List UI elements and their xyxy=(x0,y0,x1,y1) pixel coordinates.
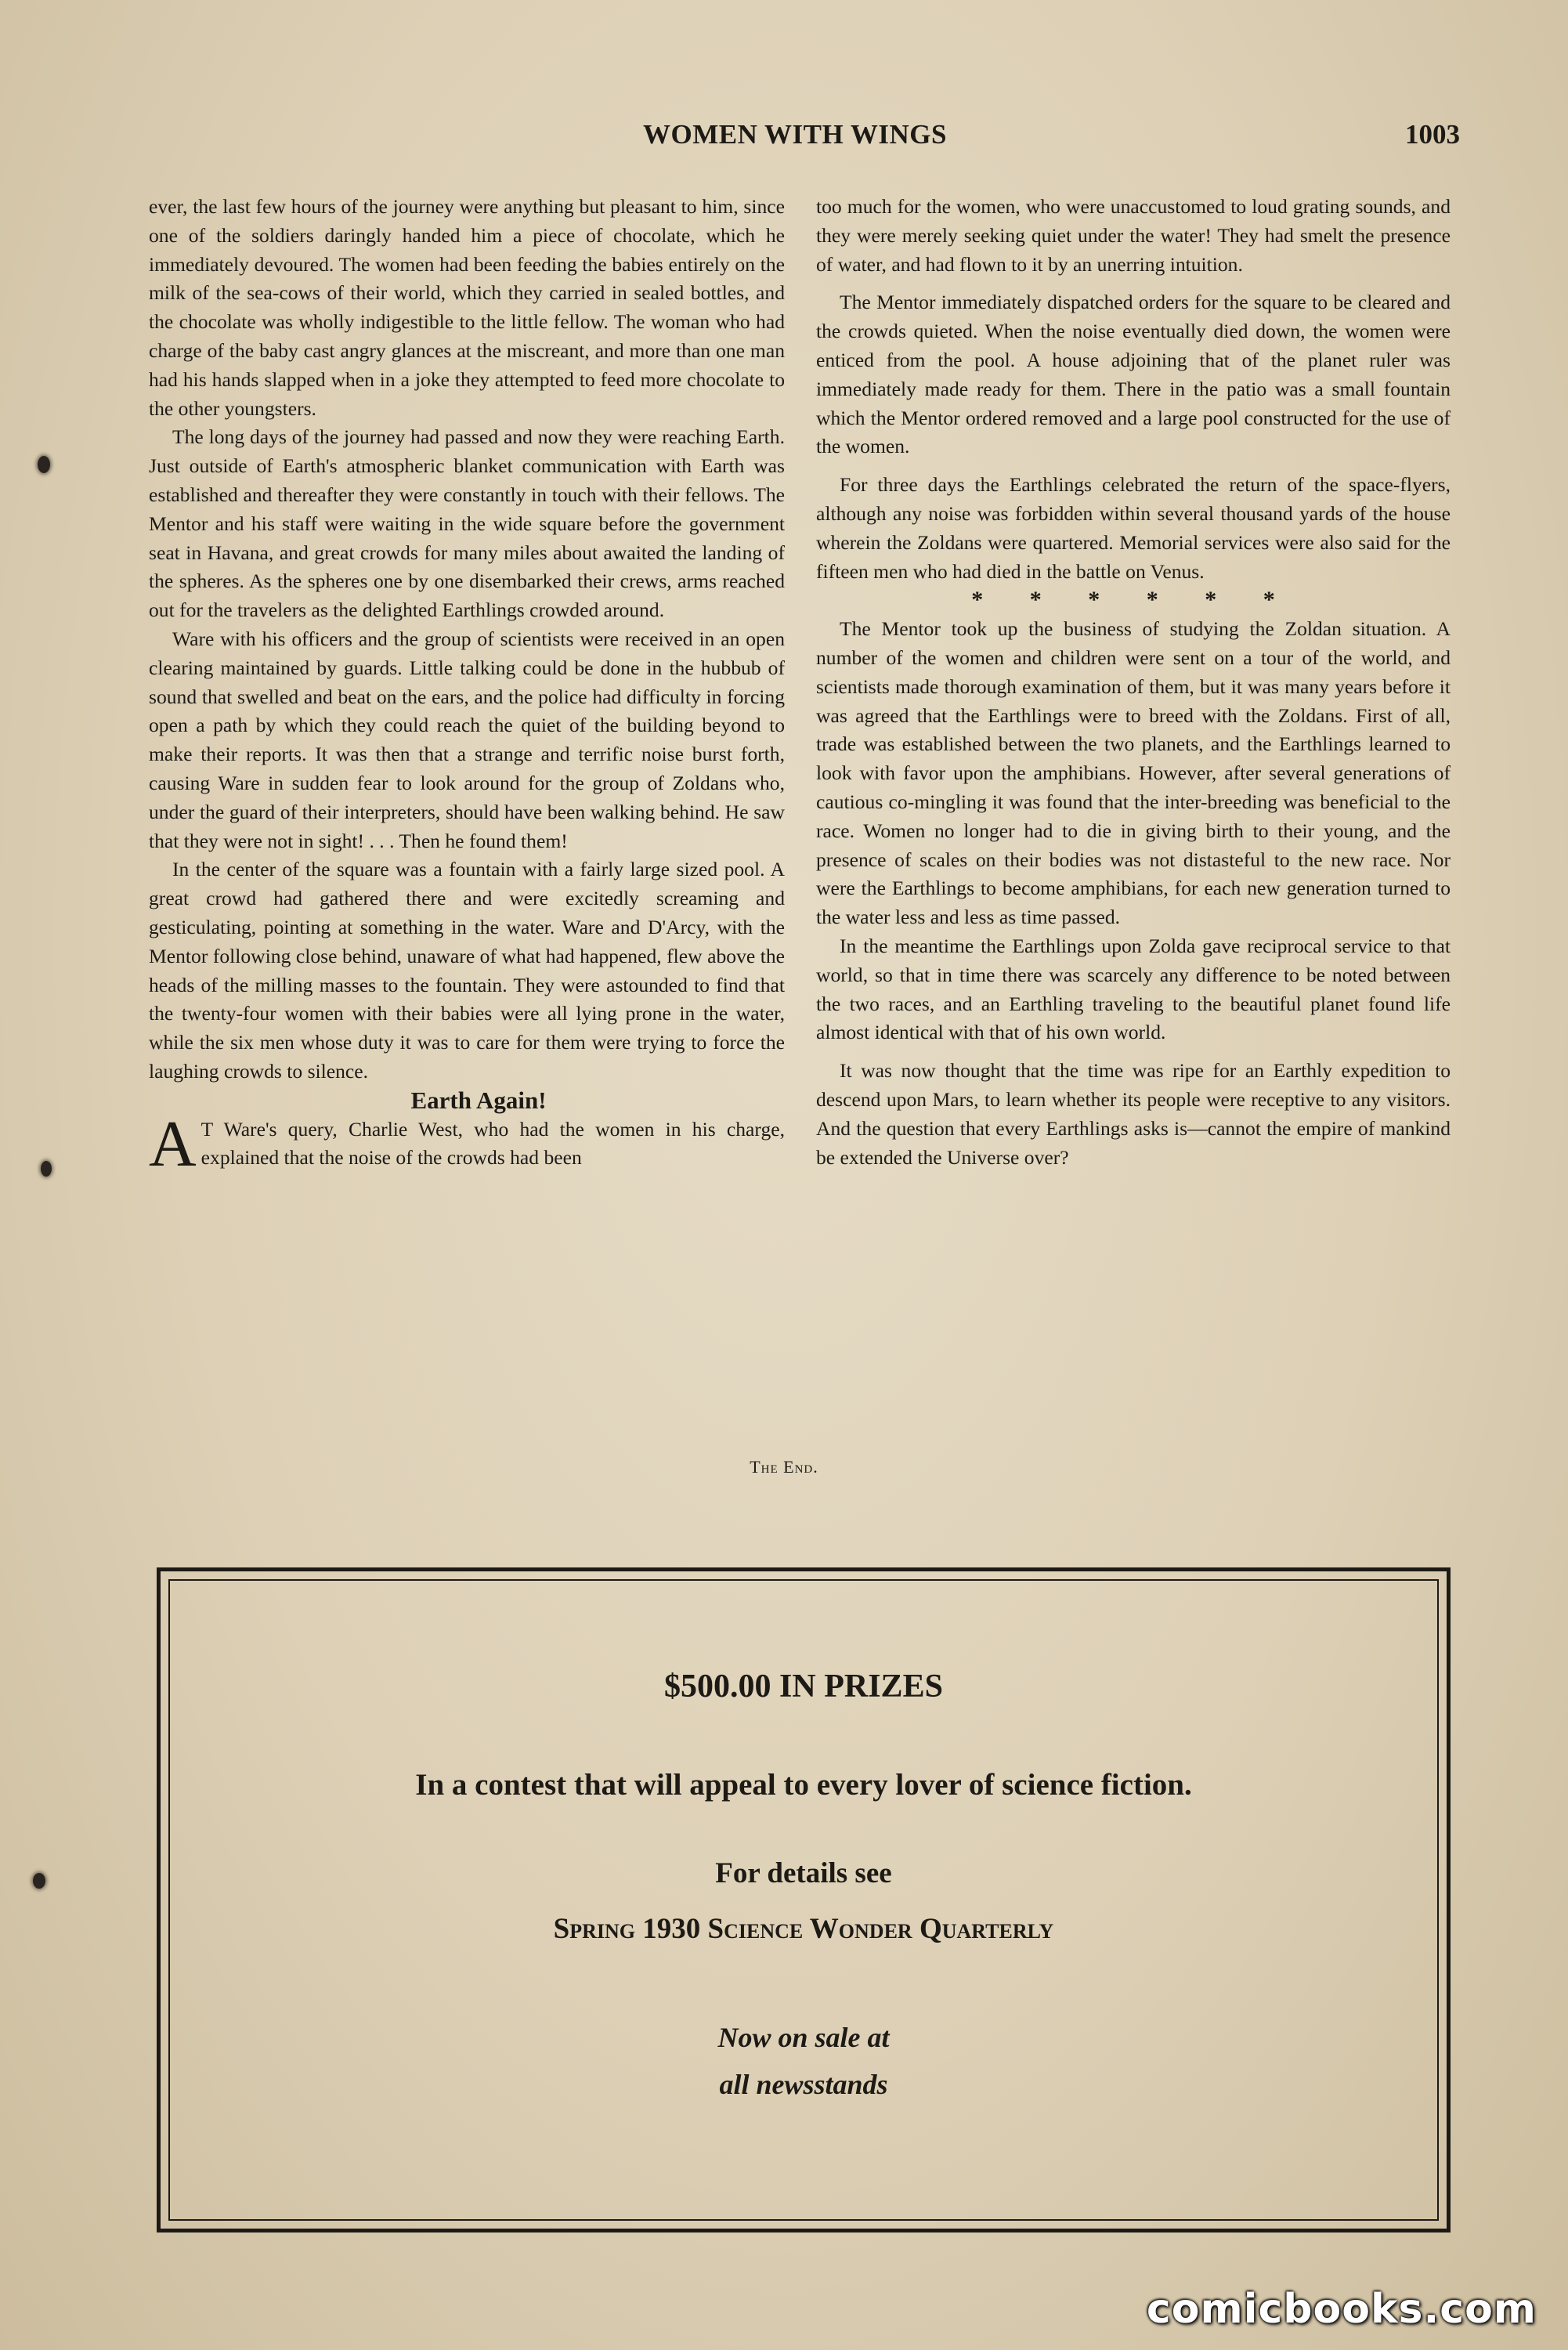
left-column xyxy=(149,193,785,1180)
paragraph: Ware with his officers and the group of scientists were received in an open clearing maintained by guards. Little talking could be done in the hubbub of sound that swelled and beat on the ears, and the police had difficulty in forcing open a path by which they could reach the quiet of the building beyond to make their reports. It was then that a strange and terrific noise burst forth, causing Ware in sudden fear to look around for the group of Zoldans who, under the guard of their interpreters, should have been walking behind. He saw that they were not in sight! . . . Then he found them! xyxy=(149,627,785,852)
right-column xyxy=(816,193,1451,1172)
binding-hole-mark xyxy=(41,1161,52,1177)
advertisement-box xyxy=(157,1567,1451,2232)
paragraph-text: T Ware's query, Charlie West, who had the women in his charge, explained that the noise of the crowds had been xyxy=(201,1117,785,1170)
paragraph: too much for the women, who were unaccustomed to loud grating sounds, and they were merely seeking quiet under the water! They had smelt the presence of water, and had flown to it by an unerring intuition. xyxy=(816,195,1451,276)
binding-hole-mark xyxy=(33,1873,45,1889)
paragraph: The long days of the journey had passed and now they were reaching Earth. Just outside of Earth's atmospheric blanket communication with Earth was established and thereafter they were constantly in touch with their fellows. The Mentor and his staff were waiting in the wide square before the government seat in Havana, and great crowds for many miles about awaited the landing of the spheres. As the spheres one by one disembarked their crews, arms reached out for the travelers as the delighted Earthlings crowded around. xyxy=(149,425,785,622)
paragraph: For three days the Earthlings celebrated the return of the space-flyers, although any noise was forbidden within several thousand yards of the house wherein the Zoldans were quartered. Memorial services were also said for the fifteen men who had died in the battle on Venus. xyxy=(816,473,1451,583)
paragraph: In the center of the square was a fountain with a fairly large sized pool. A great crowd had gathered there and were excitedly screaming and gesticulating, pointing at something in the water. Ware and D'Arcy, with the Mentor following close behind, unaware of what had happened, flew above the heads of the milling masses to the fountain. They were astounded to find that the twenty-four women with their babies were all lying prone in the water, while the six men whose duty it was to care for them were trying to force the laughing crowds to silence. xyxy=(149,858,785,1083)
site-watermark: comicbooks.com xyxy=(1146,2286,1537,2333)
section-subheading: Earth Again! xyxy=(410,1086,547,1114)
advertisement-inner-border xyxy=(168,1579,1439,2221)
ad-sale-line-1: Now on sale at xyxy=(717,2022,890,2053)
paragraph-with-dropcap xyxy=(149,1107,785,1180)
running-head xyxy=(0,119,1568,166)
ad-details-line: For details see xyxy=(715,1857,892,1889)
ad-headline: $500.00 IN PRIZES xyxy=(664,1668,943,1705)
paragraph: In the meantime the Earthlings upon Zolda gave reciprocal service to that world, so that in time there was scarcely any difference to be noted between the two races, and an Earthling traveling to the beautiful planet found life almost identical with that of his own world. xyxy=(816,934,1451,1044)
running-title: WOMEN WITH WINGS xyxy=(643,119,947,150)
ad-sale-line-2: all newsstands xyxy=(719,2069,888,2100)
page-number: 1003 xyxy=(1405,119,1460,150)
paragraph: It was now thought that the time was ripe for an Earthly expedition to descend upon Mars, to learn whether its people were receptive to any visitors. And the question that every Earthlings asks is—cannot the empire of mankind be extended the Universe over? xyxy=(816,1059,1451,1169)
ad-contest-line: In a contest that will appeal to every lover of science fiction. xyxy=(415,1768,1192,1802)
paragraph: The Mentor took up the business of studying the Zoldan situation. A number of the women and children were sent on a tour of the world, and scientists made thorough examination of them, but it was many years before it was agreed that the Earthlings were to breed with the Zoldans. First of all, trade was established between the two planets, and the Earthlings learned to look with favor upon the amphibians. However, after several generations of cautious co-mingling it was found that the inter-breeding was beneficial to the race. Women no longer had to die in giving birth to their young, and the presence of scales on their bodies was not distasteful to the new race. Nor were the Earthlings to become amphibians, for each new generation turned to the water less and less as time passed. xyxy=(816,617,1451,929)
binding-hole-mark xyxy=(38,456,50,473)
ad-issue-line: Spring 1930 Science Wonder Quarterly xyxy=(553,1913,1054,1945)
paragraph: The Mentor immediately dispatched orders for the square to be cleared and the crowds quieted. When the noise eventually died down, the women were enticed from the pool. A house adjoining that of the planet ruler was immediately made ready for them. There in the patio was a small fountain which the Mentor ordered removed and a large pool constructed for the use of the women. xyxy=(816,291,1451,458)
drop-cap-letter: A xyxy=(149,1107,197,1180)
section-break-stars: * * * * * * xyxy=(971,587,1295,613)
the-end-marker: The End. xyxy=(750,1457,818,1477)
paragraph: ever, the last few hours of the journey were anything but pleasant to him, since one of the soldiers daringly handed him a piece of chocolate, which he immediately devoured. The women had been feeding the babies entirely on the milk of the sea-cows of their world, which they carried in sealed bottles, and the chocolate was wholly indigestible to the little fellow. The woman who had charge of the baby cast angry glances at the miscreant, and more than one man had his hands slapped when in a joke they attempted to feed more chocolate to the other youngsters. xyxy=(149,195,785,420)
